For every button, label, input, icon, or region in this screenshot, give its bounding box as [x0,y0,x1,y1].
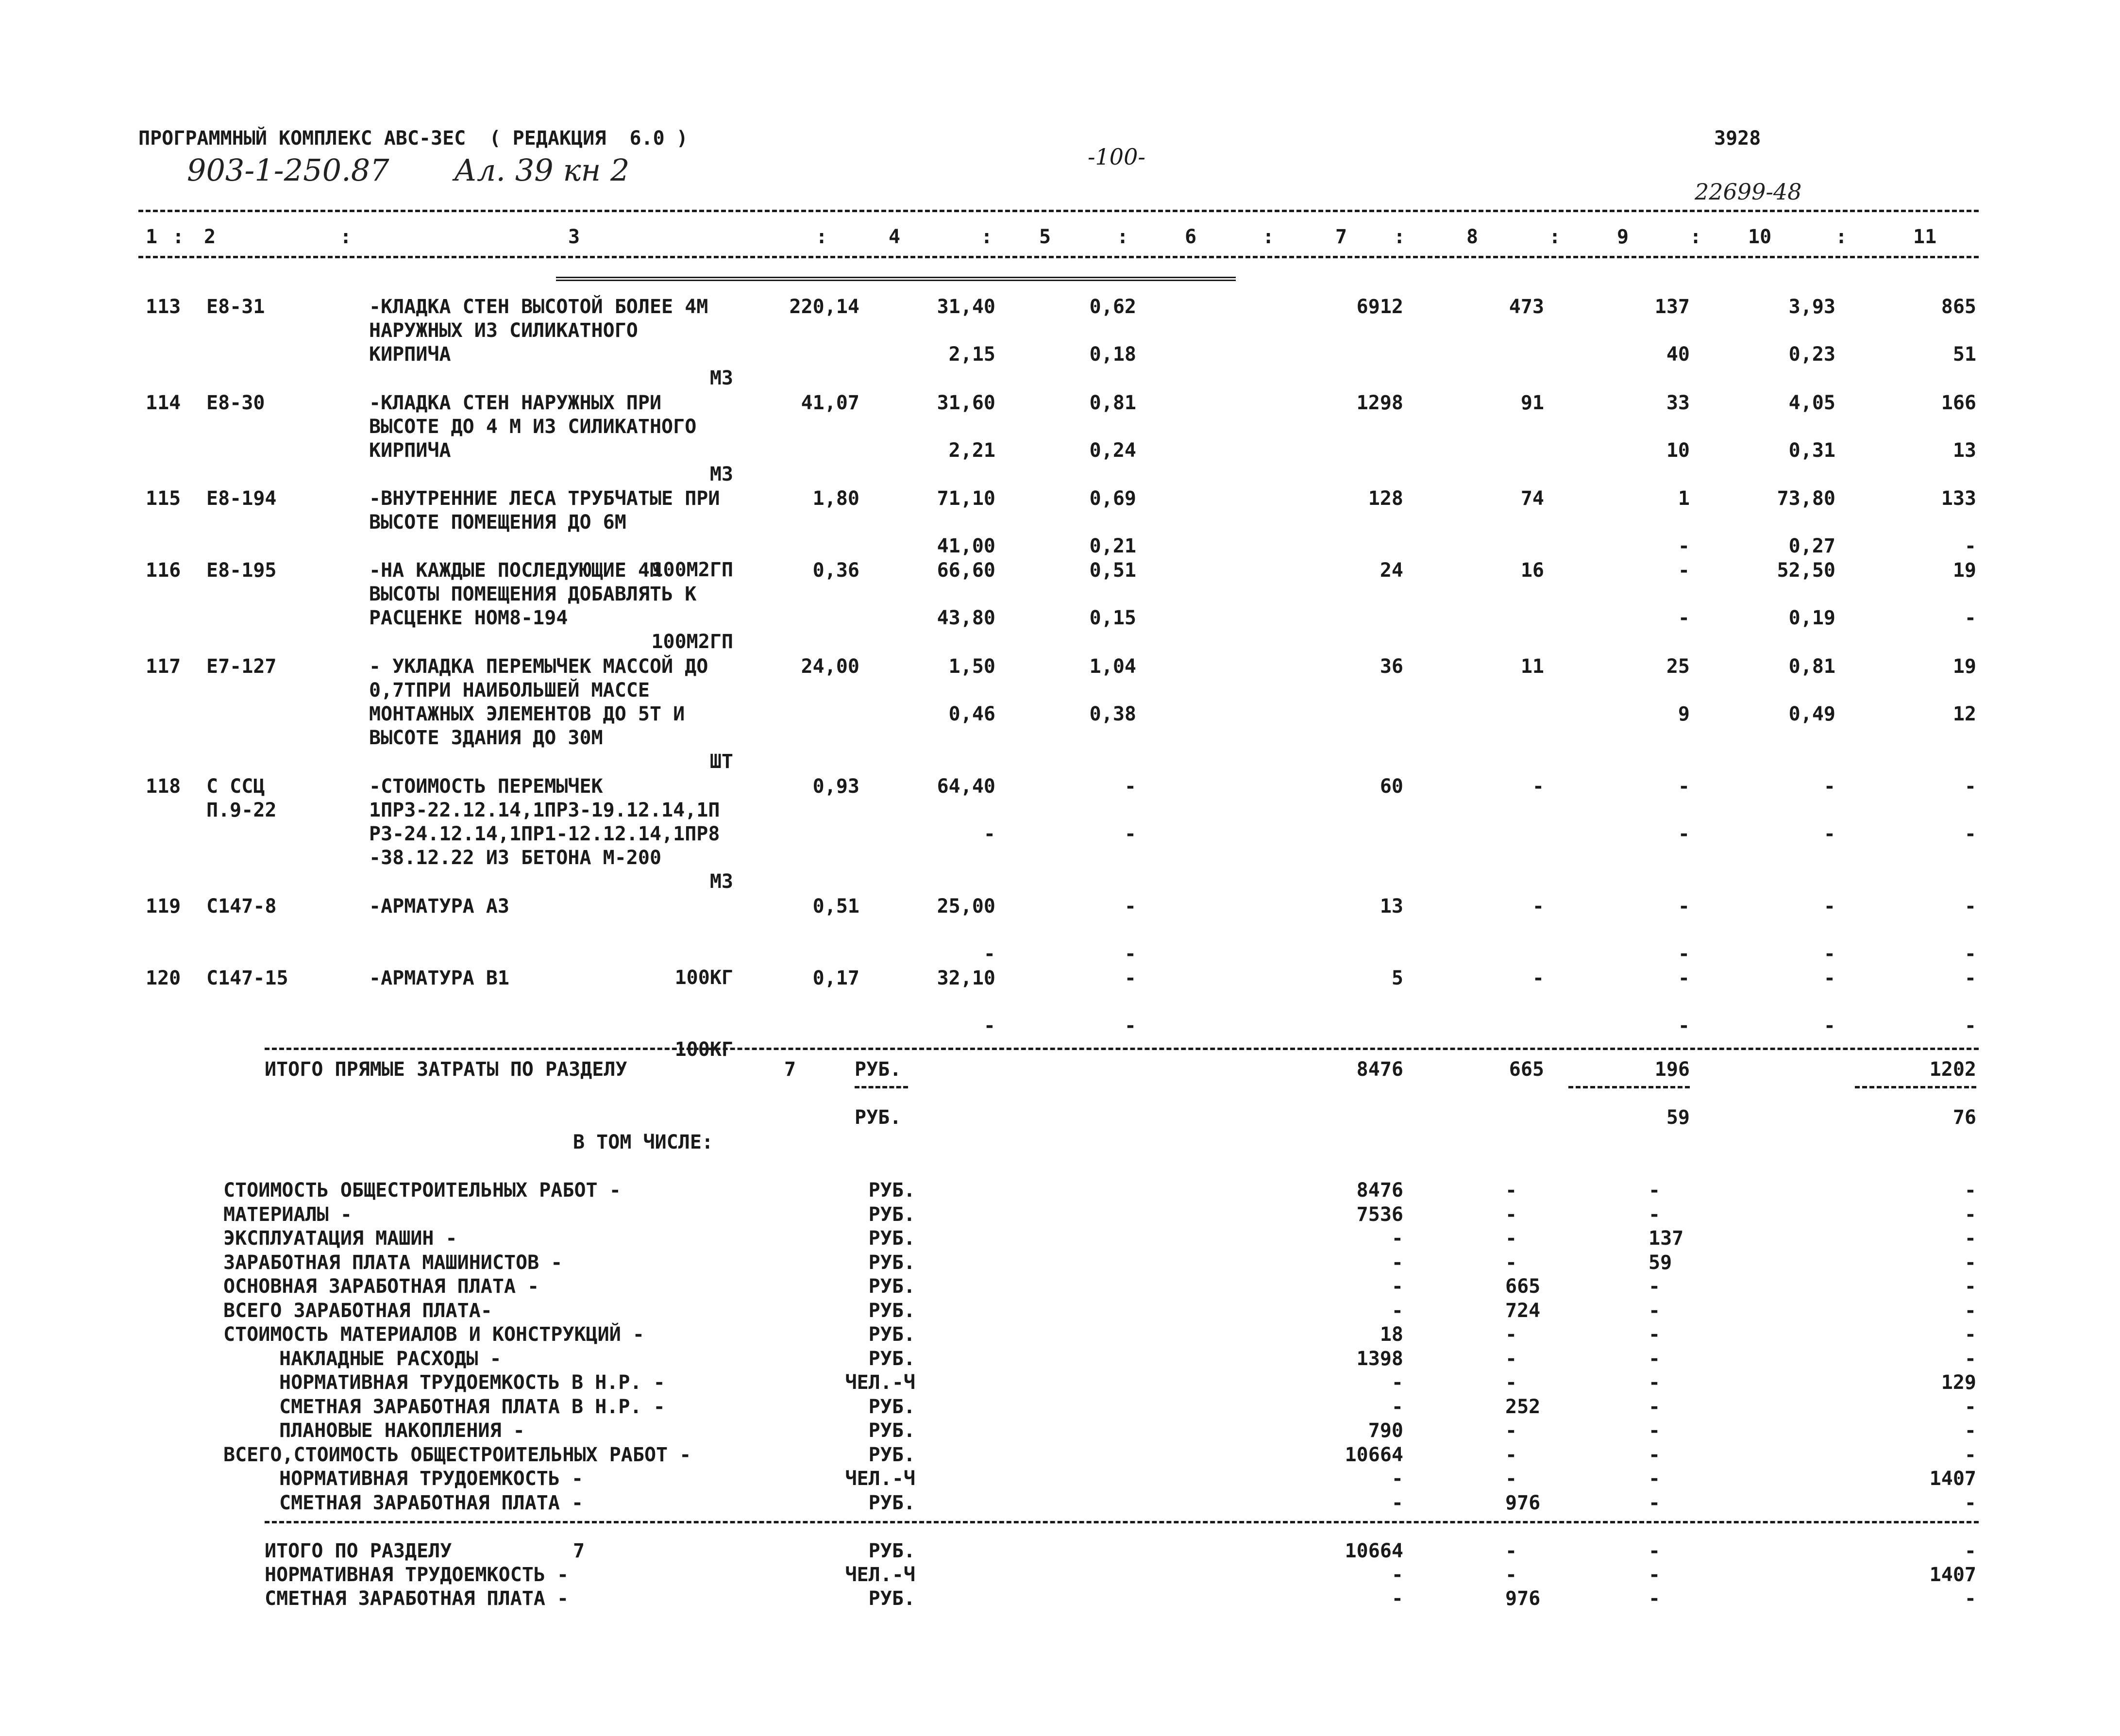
totals-top-rule [265,1048,1979,1050]
breakdown-col7: - [1391,1371,1403,1394]
breakdown-col8: - [1505,1444,1517,1466]
row-code: Е7-127 [206,655,277,678]
row-subvalue-col9: 9 [1678,703,1690,725]
row-value-col10: 4,05 [1788,392,1835,414]
row-value-col6: 0,62 [1089,296,1136,318]
row-description-line: -КЛАДКА СТЕН НАРУЖНЫХ ПРИ [369,392,662,414]
row-subvalue-col9: - [1678,943,1690,965]
row-description-line: 1ПР3-22.12.14,1ПР3-19.12.14,1П [369,799,720,821]
row-unit: М3 [709,870,733,893]
row-unit: ШТ [709,751,733,773]
breakdown-col7: - [1391,1492,1403,1514]
row-value-col9: 137 [1654,296,1690,318]
final-unit: ЧЕЛ.-Ч [845,1564,915,1586]
breakdown-unit: РУБ. [868,1444,915,1466]
row-value-col4: 0,17 [812,967,859,989]
row-subvalue-col6: 0,21 [1089,535,1136,557]
row-value-col5: 71,10 [937,487,995,510]
breakdown-col11: 1407 [1929,1468,1976,1490]
row-unit: 100КГ [674,967,733,989]
breakdown-unit: РУБ. [868,1300,915,1322]
breakdown-col7: 7536 [1356,1203,1403,1226]
column-number: 3 [568,226,580,248]
breakdown-col8: 252 [1505,1396,1541,1418]
final-col9: - [1649,1564,1661,1586]
row-subvalue-col10: 0,31 [1788,439,1835,462]
row-value-col7: 5 [1391,967,1403,989]
direct-costs-unit: РУБ. [855,1058,902,1081]
breakdown-label: ЭКСПЛУАТАЦИЯ МАШИН - [223,1227,457,1250]
column-number: 8 [1466,226,1479,248]
breakdown-col9: - [1649,1323,1661,1346]
final-label: СМЕТНАЯ ЗАРАБОТНАЯ ПЛАТА - [265,1587,569,1610]
direct-costs-unit-2: РУБ. [855,1106,902,1129]
breakdown-col8: - [1505,1419,1517,1442]
total-col11-rule [1855,1086,1976,1088]
breakdown-label: ПЛАНОВЫЕ НАКОПЛЕНИЯ - [279,1419,525,1442]
row-subvalue-col5: - [983,943,995,965]
breakdown-label: СМЕТНАЯ ЗАРАБОТНАЯ ПЛАТА - [279,1492,584,1514]
breakdown-col9: - [1649,1396,1661,1418]
row-value-col11: 19 [1952,655,1976,678]
row-subvalue-col5: 2,15 [948,343,995,366]
row-number: 114 [146,392,181,414]
final-col9: - [1649,1540,1661,1562]
row-subvalue-col5: - [983,1015,995,1037]
row-value-col11: - [1964,967,1976,989]
row-code: Е8-194 [206,487,277,510]
breakdown-col11: - [1964,1348,1976,1370]
breakdown-col8: - [1505,1468,1517,1490]
row-description-line: Р3-24.12.14,1ПР1-12.12.14,1ПР8 [369,823,720,845]
row-unit: 100М2ГП [651,559,733,581]
row-subvalue-col6: 0,24 [1089,439,1136,462]
column-number: 7 [1335,226,1347,248]
final-label: ИТОГО ПО РАЗДЕЛУ [265,1540,452,1562]
breakdown-col8: 665 [1505,1275,1541,1298]
breakdown-unit: РУБ. [868,1396,915,1418]
final-col7: - [1391,1564,1403,1586]
breakdown-col7: 10664 [1345,1444,1403,1466]
breakdown-unit: РУБ. [868,1419,915,1442]
breakdown-unit: РУБ. [868,1179,915,1202]
breakdown-col9: - [1649,1492,1661,1514]
final-label: НОРМАТИВНАЯ ТРУДОЕМКОСТЬ - [265,1564,569,1586]
row-description-line: -СТОИМОСТЬ ПЕРЕМЫЧЕК [369,775,603,798]
row-subvalue-col10: - [1823,1015,1835,1037]
row-value-col6: - [1124,895,1136,918]
final-col8: - [1505,1564,1517,1586]
row-value-col6: - [1124,967,1136,989]
row-subvalue-col5: - [983,823,995,845]
column-number: 10 [1748,226,1772,248]
final-col11: 1407 [1929,1564,1976,1586]
row-value-col8: 473 [1509,296,1544,318]
row-description-line: РАСЦЕНКЕ НОМ8-194 [369,607,568,629]
column-separator: : [1690,226,1702,248]
direct-costs-section: 7 [784,1058,796,1081]
column-separator: : [1394,226,1406,248]
row-value-col11: 166 [1941,392,1976,414]
breakdown-col9: - [1649,1468,1661,1490]
including-label: В ТОМ ЧИСЛЕ: [573,1131,713,1153]
breakdown-unit: РУБ. [868,1203,915,1226]
row-value-col4: 41,07 [801,392,859,414]
row-subvalue-col5: 2,21 [948,439,995,462]
breakdown-label: ЗАРАБОТНАЯ ПЛАТА МАШИНИСТОВ - [223,1252,563,1274]
breakdown-col11: - [1964,1203,1976,1226]
row-value-col11: 19 [1952,559,1976,582]
breakdown-label: СТОИМОСТЬ ОБЩЕСТРОИТЕЛЬНЫХ РАБОТ - [223,1179,621,1202]
header-bottom-rule [138,256,1979,258]
row-description-line: -НА КАЖДЫЕ ПОСЛЕДУЮЩИЕ 4М [369,559,662,582]
row-value-col9: - [1678,775,1690,798]
column-separator: : [172,226,185,248]
column-number: 1 [146,226,158,248]
row-code: С147-15 [206,967,288,989]
column-number: 4 [889,226,901,248]
row-value-col10: - [1823,775,1835,798]
top-rule [138,210,1979,212]
breakdown-col11: - [1964,1323,1976,1346]
column-number: 6 [1185,226,1197,248]
total-col9-rule [1568,1086,1690,1088]
row-code: С147-8 [206,895,277,918]
breakdown-col8: 976 [1505,1492,1541,1514]
breakdown-col7: - [1391,1468,1403,1490]
page-number: -100- [1088,144,1145,170]
breakdown-col9: - [1649,1275,1661,1298]
column-separator: : [1549,226,1561,248]
final-col9: - [1649,1587,1661,1610]
direct-costs-label: ИТОГО ПРЯМЫЕ ЗАТРАТЫ ПО РАЗДЕЛУ [265,1058,627,1081]
row-description-line: ВЫСОТЕ ДО 4 М ИЗ СИЛИКАТНОГО [369,416,697,438]
row-unit: 100М2ГП [651,631,733,653]
breakdown-col7: 18 [1380,1323,1403,1346]
row-description-line: ВЫСОТЫ ПОМЕЩЕНИЯ ДОБАВЛЯТЬ К [369,583,697,605]
row-value-col7: 24 [1380,559,1403,582]
row-subvalue-col10: 0,49 [1788,703,1835,725]
breakdown-col11: - [1964,1396,1976,1418]
handwritten-project-number: 903-1-250.87 [187,152,389,188]
row-subvalue-col11: - [1964,607,1976,629]
column-number: 2 [204,226,216,248]
row-description-line: -АРМАТУРА А3 [369,895,509,918]
column-separator: : [981,226,993,248]
row-value-col10: 0,81 [1788,655,1835,678]
row-value-col11: 865 [1941,296,1976,318]
row-value-col8: 91 [1520,392,1544,414]
breakdown-col8: - [1505,1203,1517,1226]
row-value-col6: - [1124,775,1136,798]
row-value-col7: 13 [1380,895,1403,918]
row-subvalue-col9: - [1678,607,1690,629]
row-description-line: ВЫСОТЕ ПОМЕЩЕНИЯ ДО 6М [369,511,626,534]
breakdown-unit: РУБ. [868,1348,915,1370]
breakdown-label: СТОИМОСТЬ МАТЕРИАЛОВ И КОНСТРУКЦИЙ - [223,1323,644,1346]
breakdown-col9: - [1649,1179,1661,1202]
final-col8: 976 [1505,1587,1541,1610]
row-code: Е8-30 [206,392,265,414]
breakdown-col8: - [1505,1371,1517,1394]
breakdown-unit: ЧЕЛ.-Ч [845,1371,915,1394]
row-value-col7: 6912 [1356,296,1403,318]
row-number: 119 [146,895,181,918]
column-separator: : [1835,226,1848,248]
breakdown-col8: - [1505,1179,1517,1202]
row-number: 118 [146,775,181,798]
row-subvalue-col11: 13 [1952,439,1976,462]
final-section: 7 [573,1540,585,1562]
row-value-col7: 60 [1380,775,1403,798]
total-col9: 196 [1654,1058,1690,1081]
row-subvalue-col6: - [1124,823,1136,845]
double-rule [556,277,1236,281]
program-header: ПРОГРАММНЫЙ КОМПЛЕКС АВС-3ЕС ( РЕДАКЦИЯ 6.0 ) [138,127,688,150]
breakdown-col9: - [1649,1444,1661,1466]
row-value-col4: 0,51 [812,895,859,918]
column-separator: : [340,226,352,248]
row-value-col9: - [1678,559,1690,582]
breakdown-col9: 137 [1649,1227,1684,1250]
row-value-col9: 25 [1666,655,1690,678]
row-value-col10: - [1823,967,1835,989]
row-value-col5: 31,60 [937,392,995,414]
breakdown-col11: 129 [1941,1371,1976,1394]
row-number: 115 [146,487,181,510]
breakdown-col9: - [1649,1203,1661,1226]
breakdown-label: СМЕТНАЯ ЗАРАБОТНАЯ ПЛАТА В Н.Р. - [279,1396,665,1418]
column-number: 9 [1617,226,1629,248]
row-subvalue-col5: 43,80 [937,607,995,629]
row-description-line: 0,7ТПРИ НАИБОЛЬШЕЙ МАССЕ [369,679,650,701]
breakdown-unit: ЧЕЛ.-Ч [845,1468,915,1490]
row-subvalue-col6: - [1124,1015,1136,1037]
row-value-col8: 11 [1520,655,1544,678]
unit-underline [855,1086,908,1088]
row-unit: М3 [709,367,733,389]
breakdown-col9: - [1649,1300,1661,1322]
row-description-line: -38.12.22 ИЗ БЕТОНА М-200 [369,847,662,869]
row-description-line: -АРМАТУРА В1 [369,967,509,989]
breakdown-col7: - [1391,1300,1403,1322]
breakdown-col11: - [1964,1275,1976,1298]
row-description-line: КИРПИЧА [369,439,451,462]
row-subvalue-col9: - [1678,1015,1690,1037]
total-col11-sub: 76 [1952,1106,1976,1129]
breakdown-unit: РУБ. [868,1252,915,1274]
row-value-col5: 32,10 [937,967,995,989]
row-value-col4: 1,80 [812,487,859,510]
final-col7: - [1391,1587,1403,1610]
total-col9-sub: 59 [1666,1106,1690,1129]
breakdown-unit: РУБ. [868,1275,915,1298]
row-subvalue-col10: 0,27 [1788,535,1835,557]
row-value-col5: 25,00 [937,895,995,918]
row-description-line: ВЫСОТЕ ЗДАНИЯ ДО 30М [369,727,603,749]
row-value-col4: 0,36 [812,559,859,582]
breakdown-col11: - [1964,1227,1976,1250]
breakdown-label: ВСЕГО ЗАРАБОТНАЯ ПЛАТА- [223,1300,492,1322]
final-unit: РУБ. [868,1587,915,1610]
row-number: 116 [146,559,181,582]
breakdown-unit: РУБ. [868,1323,915,1346]
handwritten-inventory-number: 22699-48 [1695,179,1802,205]
row-description-line: -ВНУТРЕННИЕ ЛЕСА ТРУБЧАТЫЕ ПРИ [369,487,720,510]
breakdown-col9: - [1649,1348,1661,1370]
row-unit: 100КГ [674,1038,733,1061]
row-subvalue-col9: 40 [1666,343,1690,366]
row-value-col9: - [1678,895,1690,918]
total-col7: 8476 [1356,1058,1403,1081]
breakdown-label: НОРМАТИВНАЯ ТРУДОЕМКОСТЬ - [279,1468,584,1490]
column-separator: : [1117,226,1129,248]
row-value-col11: - [1964,775,1976,798]
row-value-col5: 1,50 [948,655,995,678]
row-value-col6: 0,81 [1089,392,1136,414]
column-separator: : [1262,226,1275,248]
row-value-col8: - [1532,895,1544,918]
row-number: 113 [146,296,181,318]
row-value-col6: 1,04 [1089,655,1136,678]
row-value-col4: 24,00 [801,655,859,678]
row-subvalue-col10: 0,23 [1788,343,1835,366]
row-subvalue-col9: - [1678,535,1690,557]
row-value-col8: 16 [1520,559,1544,582]
row-subvalue-col5: 41,00 [937,535,995,557]
breakdown-col11: - [1964,1300,1976,1322]
breakdown-col7: - [1391,1252,1403,1274]
row-subvalue-col6: 0,38 [1089,703,1136,725]
breakdown-label: ОСНОВНАЯ ЗАРАБОТНАЯ ПЛАТА - [223,1275,539,1298]
breakdown-col7: - [1391,1227,1403,1250]
breakdown-col8: - [1505,1323,1517,1346]
row-code: Е8-195 [206,559,277,582]
row-value-col5: 64,40 [937,775,995,798]
row-value-col9: - [1678,967,1690,989]
row-description-line: НАРУЖНЫХ ИЗ СИЛИКАТНОГО [369,319,638,342]
breakdown-label: МАТЕРИАЛЫ - [223,1203,352,1226]
breakdown-col8: - [1505,1252,1517,1274]
breakdown-col8: 724 [1505,1300,1541,1322]
breakdown-col7: - [1391,1275,1403,1298]
row-value-col7: 36 [1380,655,1403,678]
breakdown-col9: - [1649,1419,1661,1442]
row-value-col6: 0,51 [1089,559,1136,582]
row-subvalue-col11: 12 [1952,703,1976,725]
breakdown-label: НАКЛАДНЫЕ РАСХОДЫ - [279,1348,502,1370]
column-separator: : [816,226,828,248]
breakdown-unit: РУБ. [868,1227,915,1250]
row-code-line-2: П.9-22 [206,799,277,821]
row-value-col4: 0,93 [812,775,859,798]
row-description-line: КИРПИЧА [369,343,451,366]
row-unit: М3 [709,463,733,485]
breakdown-col9: 59 [1649,1252,1672,1274]
row-value-col10: 73,80 [1777,487,1835,510]
final-col8: - [1505,1540,1517,1562]
row-value-col6: 0,69 [1089,487,1136,510]
column-number: 5 [1039,226,1051,248]
row-description-line: МОНТАЖНЫХ ЭЛЕМЕНТОВ ДО 5Т И [369,703,685,725]
breakdown-col11: - [1964,1252,1976,1274]
breakdown-col11: - [1964,1492,1976,1514]
row-number: 120 [146,967,181,989]
sheet-code: 3928 [1714,127,1761,150]
row-value-col10: 52,50 [1777,559,1835,582]
row-value-col9: 33 [1666,392,1690,414]
row-subvalue-col6: 0,15 [1089,607,1136,629]
row-value-col11: - [1964,895,1976,918]
row-subvalue-col6: 0,18 [1089,343,1136,366]
breakdown-col7: 790 [1368,1419,1403,1442]
row-subvalue-col9: 10 [1666,439,1690,462]
row-subvalue-col11: - [1964,943,1976,965]
row-value-col8: 74 [1520,487,1544,510]
breakdown-col7: 8476 [1356,1179,1403,1202]
row-subvalue-col11: - [1964,535,1976,557]
row-subvalue-col11: - [1964,1015,1976,1037]
final-col11: - [1964,1587,1976,1610]
row-value-col9: 1 [1678,487,1690,510]
row-subvalue-col10: 0,19 [1788,607,1835,629]
handwritten-album-number: Ал. 39 кн 2 [454,152,630,188]
column-number: 11 [1913,226,1937,248]
row-value-col8: - [1532,967,1544,989]
total-col11: 1202 [1929,1058,1976,1081]
row-subvalue-col6: - [1124,943,1136,965]
row-value-col5: 66,60 [937,559,995,582]
row-subvalue-col10: - [1823,943,1835,965]
row-description-line: - УКЛАДКА ПЕРЕМЫЧЕК МАССОЙ ДО [369,655,708,678]
total-col8: 665 [1509,1058,1544,1081]
row-value-col10: - [1823,895,1835,918]
breakdown-col11: - [1964,1419,1976,1442]
breakdown-col11: - [1964,1444,1976,1466]
final-top-rule [265,1521,1979,1523]
row-subvalue-col5: 0,46 [948,703,995,725]
breakdown-col9: - [1649,1371,1661,1394]
row-code: С ССЦ [206,775,265,798]
row-number: 117 [146,655,181,678]
breakdown-label: НОРМАТИВНАЯ ТРУДОЕМКОСТЬ В Н.Р. - [279,1371,665,1394]
breakdown-col7: - [1391,1396,1403,1418]
breakdown-label: ВСЕГО,СТОИМОСТЬ ОБЩЕСТРОИТЕЛЬНЫХ РАБОТ - [223,1444,691,1466]
row-subvalue-col11: 51 [1952,343,1976,366]
row-value-col7: 1298 [1356,392,1403,414]
final-unit: РУБ. [868,1540,915,1562]
row-description-line: -КЛАДКА СТЕН ВЫСОТОЙ БОЛЕЕ 4М [369,296,708,318]
row-subvalue-col10: - [1823,823,1835,845]
row-value-col5: 31,40 [937,296,995,318]
breakdown-col8: - [1505,1348,1517,1370]
row-value-col7: 128 [1368,487,1403,510]
row-value-col8: - [1532,775,1544,798]
breakdown-col8: - [1505,1227,1517,1250]
breakdown-unit: РУБ. [868,1492,915,1514]
row-value-col10: 3,93 [1788,296,1835,318]
row-subvalue-col11: - [1964,823,1976,845]
final-col7: 10664 [1345,1540,1403,1562]
row-value-col11: 133 [1941,487,1976,510]
row-code: Е8-31 [206,296,265,318]
final-col11: - [1964,1540,1976,1562]
breakdown-col11: - [1964,1179,1976,1202]
row-value-col4: 220,14 [789,296,859,318]
breakdown-col7: 1398 [1356,1348,1403,1370]
row-subvalue-col9: - [1678,823,1690,845]
